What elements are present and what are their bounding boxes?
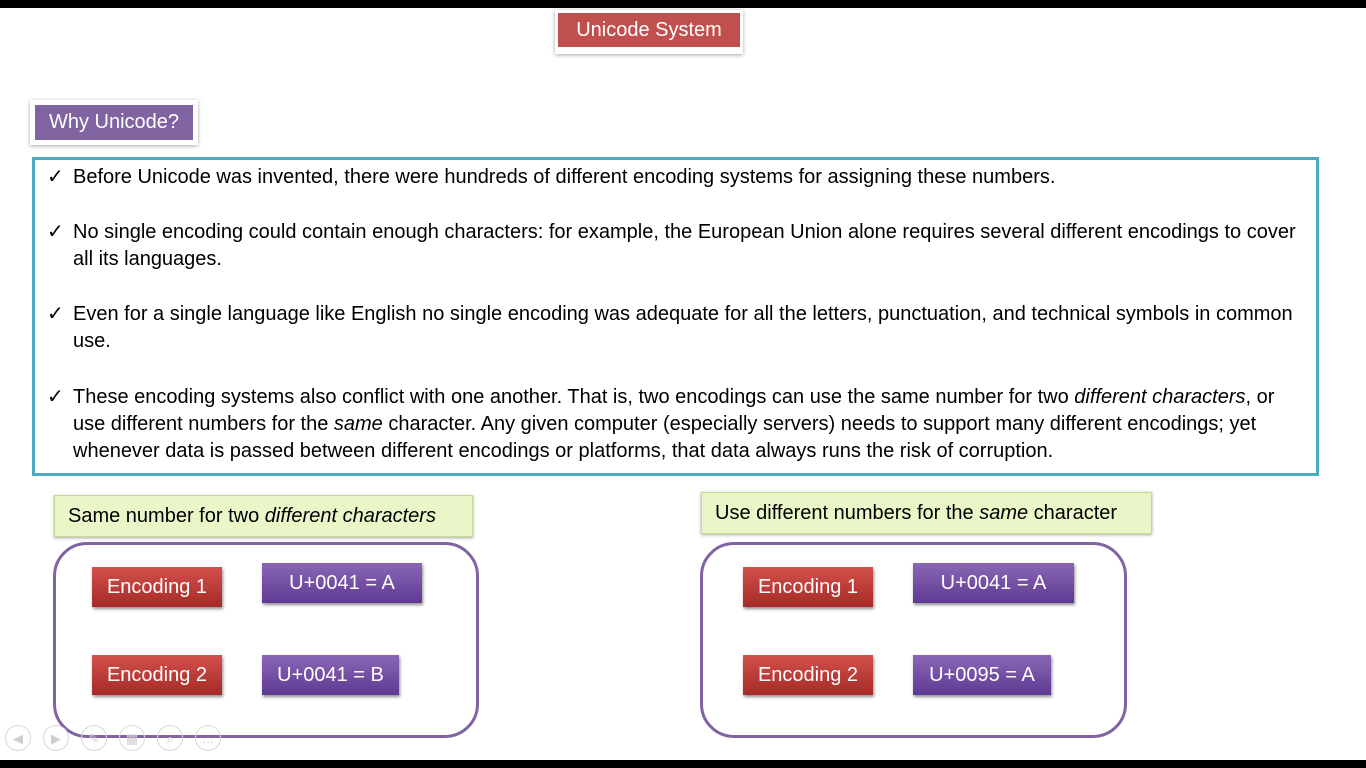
callout-text: Use different numbers for the: [715, 502, 980, 524]
checkmark-icon: ✓: [47, 303, 64, 325]
bullet-item: [40, 219, 1310, 273]
zoom-icon[interactable]: ⌕: [157, 725, 183, 751]
callout-text: Same number for two: [68, 505, 265, 527]
checkmark-icon: ✓: [47, 221, 64, 243]
callout-emphasis: different characters: [264, 505, 436, 527]
callout-emphasis: same: [979, 502, 1029, 524]
code-point-box: U+0095 = A: [913, 655, 1051, 695]
bullet-text-emphasis: different characters: [1074, 386, 1246, 408]
encoding-2-label: Encoding 2: [743, 655, 873, 695]
slides-grid-icon[interactable]: ▦: [119, 725, 145, 751]
slide-title-box: [555, 10, 743, 54]
top-black-bar: [0, 0, 1366, 8]
bullet-text: No single encoding could contain enough characters: for example, the European Union alone requires several different encodings to cover all its languages.: [73, 221, 1296, 270]
pen-icon[interactable]: ✎: [81, 725, 107, 751]
encoding-2-label: Encoding 2: [92, 655, 222, 695]
bullet-item: [40, 384, 1310, 465]
bullet-text-segment: These encoding systems also conflict with one another. That is, two encodings can use the same number for two: [73, 386, 1075, 408]
code-point-box: U+0041 = A: [262, 563, 422, 603]
code-point-box: U+0041 = A: [913, 563, 1074, 603]
bullet-text-segment: character. Any given computer (especially servers) needs to support many different encodings; yet whenever data is passed between different encodings or platforms, that data always runs the risk of corruption.: [73, 413, 1257, 462]
bullet-text-segment: , or use different numbers for the: [73, 386, 1275, 435]
checkmark-icon: ✓: [47, 386, 64, 408]
checkmark-icon: ✓: [47, 166, 64, 188]
callout-text: character: [1028, 502, 1118, 524]
section-heading-box: [30, 100, 198, 145]
bottom-black-bar: [0, 760, 1366, 768]
bullet-text: [73, 384, 1310, 465]
bullet-item: [40, 164, 1310, 191]
bullet-text: Even for a single language like English no single encoding was adequate for all the letters, punctuation, and technical symbols in common use.: [73, 303, 1293, 352]
encoding-1-label: Encoding 1: [92, 567, 222, 607]
more-options-icon[interactable]: …: [195, 725, 221, 751]
encoding-1-label: Encoding 1: [743, 567, 873, 607]
bullet-text: Before Unicode was invented, there were hundreds of different encoding systems for assigning these numbers.: [73, 166, 1056, 188]
same-character-callout: [701, 492, 1152, 534]
bullet-text-emphasis: same: [333, 413, 383, 435]
bullet-item: [40, 301, 1310, 355]
code-point-box: U+0041 = B: [262, 655, 399, 695]
next-slide-icon[interactable]: ▶: [43, 725, 69, 751]
previous-slide-icon[interactable]: ◀: [5, 725, 31, 751]
same-number-callout: [54, 495, 473, 537]
section-heading: Why Unicode?: [35, 105, 193, 140]
slide-title: Unicode System: [558, 13, 740, 47]
